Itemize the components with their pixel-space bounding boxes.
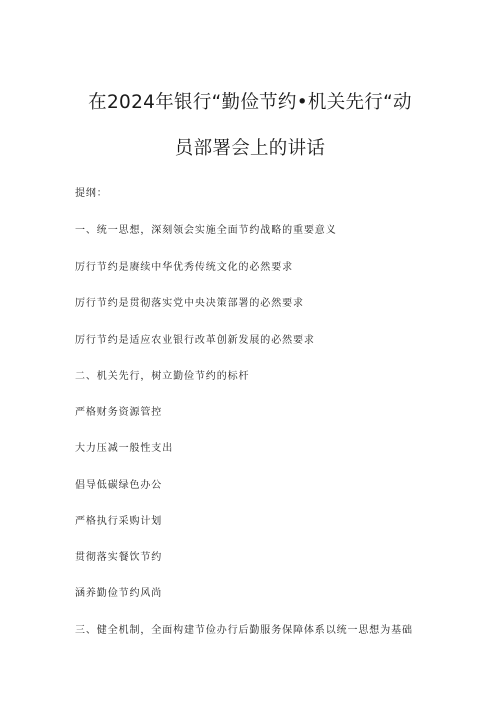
section-heading-3: 三、健全机制，全面构建节俭办行后勤服务保障体系以统一思想为基础 [75, 625, 413, 636]
outline-heading: 提纲： [75, 188, 108, 199]
outline-item: 厉行节约是适应农业银行改革创新发展的必然要求 [75, 335, 315, 346]
section-heading-2: 二、机关先行，树立勤俭节约的标杆 [75, 371, 250, 382]
outline-item: 倡导低碳绿色办公 [75, 480, 163, 491]
document-title-line-1: 在2024年银行“勤俭节约•机关先行“动 [88, 92, 412, 113]
outline-item: 贯彻落实餐饮节约 [75, 552, 163, 563]
outline-item: 大力压减一般性支出 [75, 443, 174, 454]
section-heading-1: 一、统一思想，深刻领会实施全面节约战略的重要意义 [75, 225, 337, 236]
outline-item: 厉行节约是赓续中华优秀传统文化的必然要求 [75, 262, 293, 273]
outline-item: 严格财务资源管控 [75, 407, 163, 418]
outline-item: 涵养勤俭节约风尚 [75, 588, 163, 599]
outline-item: 厉行节约是贯彻落实党中央决策部署的必然要求 [75, 298, 304, 309]
outline-item: 严格执行采购计划 [75, 516, 163, 527]
document-title-line-2: 员部署会上的讲话 [174, 138, 326, 159]
